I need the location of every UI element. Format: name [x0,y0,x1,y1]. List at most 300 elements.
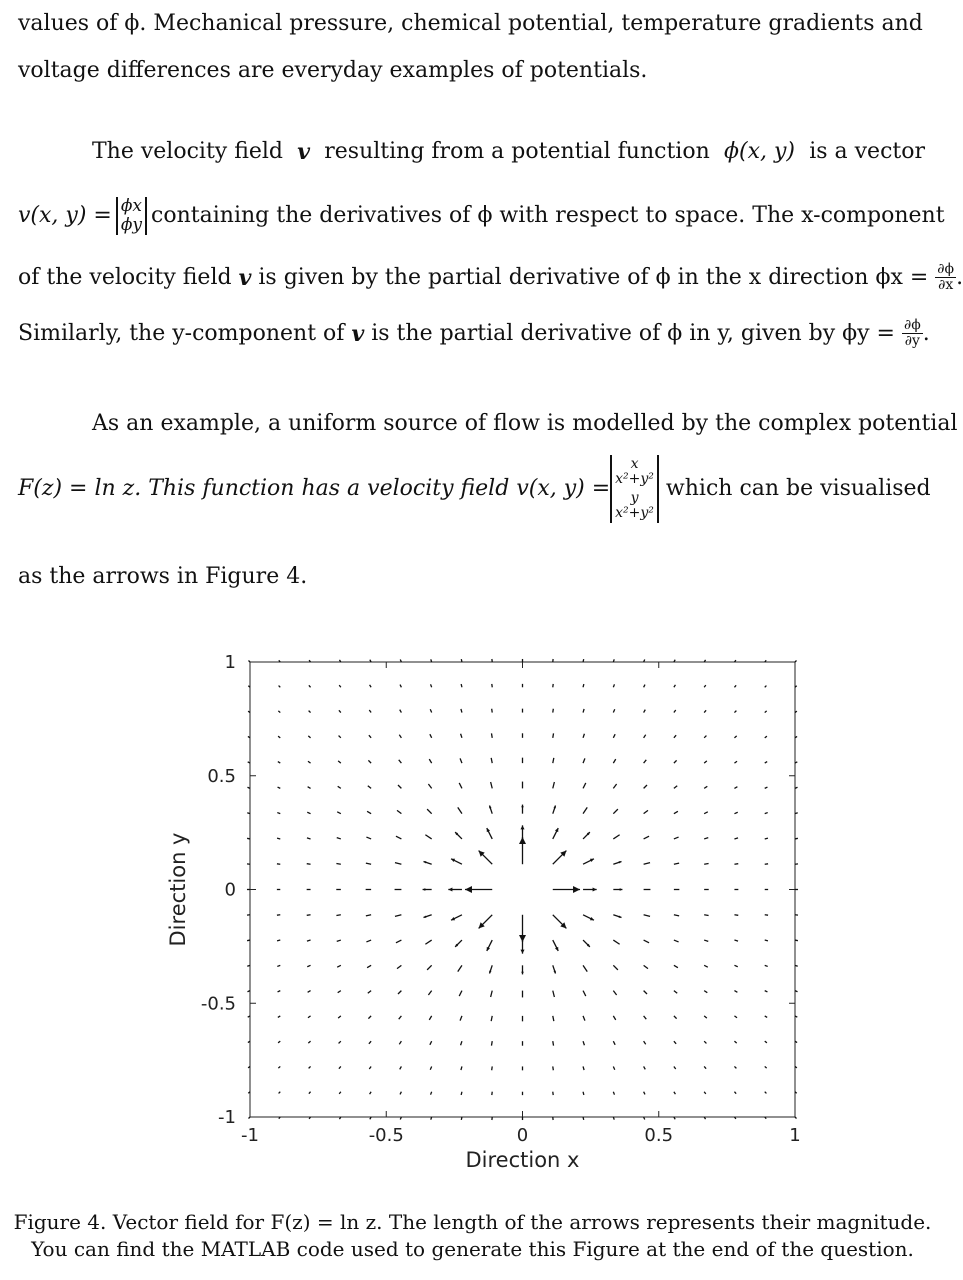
vector-arrow [491,991,493,997]
arrow-shaft [644,710,646,713]
arrow-shaft [674,811,678,813]
arrow-shaft [734,915,738,916]
arrow-shaft [765,787,768,788]
vector-arrow [399,1041,401,1044]
arrow-shaft [734,1016,737,1018]
vector-arrow [734,685,736,687]
arrow-shaft [734,1066,736,1068]
vector-arrow [553,782,555,788]
vector-arrow [366,940,371,942]
vector-arrow [430,1066,431,1069]
vector-arrow [704,761,707,763]
arrow-shaft [644,940,649,943]
vector-arrow [765,1092,767,1094]
arrow-shaft [765,1041,767,1043]
arrow-shaft [278,711,280,713]
vector-arrow [553,886,580,893]
vector-arrow [644,1092,645,1095]
vector-arrow [553,709,554,713]
arrow-shaft [583,1016,585,1021]
arrow-shaft [431,684,432,687]
vector-arrow [765,1041,767,1043]
arrow-shaft [734,812,737,813]
arrow-shaft [337,838,341,839]
para2-line3: of the velocity field v is given by the partial derivative of ϕ in the x direction ϕx = $\frac{\partial\phi}{\partial x}$ . [18,261,963,293]
arrow-head [521,805,524,808]
arrow-shaft [368,760,371,763]
vector-arrow [613,1041,615,1045]
vector-arrow [278,1066,280,1068]
text: of the velocity field [18,264,232,290]
vector-arrow [307,812,310,813]
arrow-shaft [613,835,619,839]
arrow-shaft [461,684,462,687]
arrow-shaft [307,915,311,916]
vector-arrow [487,828,492,839]
arrow-shaft [338,761,341,763]
vector-arrow [583,734,584,738]
para3-line2 [18,455,931,523]
arrow-shaft [278,1066,280,1068]
vector-arrow [583,807,587,813]
vector-arrow [674,1016,677,1019]
vector-arrow [613,1066,614,1069]
vector-arrow [704,838,708,839]
arrow-shaft [279,686,281,688]
arrow-shaft [583,1117,584,1120]
vector-arrow [613,965,618,970]
arrow-shaft [309,1092,311,1094]
arrow-shaft [765,940,768,941]
vector-arrow [583,709,584,713]
arrow-shaft [644,1066,646,1069]
vector-arrow [308,736,310,738]
vector-arrow [583,859,594,864]
arrow-shaft [461,1092,462,1095]
text: is the partial derivative of ϕ in y, given by ϕy = [371,320,895,346]
vector-arrow [613,915,621,918]
vector-arrow [674,940,679,942]
arrow-shaft [461,709,462,713]
vector-arrow [765,787,768,788]
vector-arrow [369,735,371,738]
vector-arrow [369,1041,371,1044]
arrow-shaft [795,940,798,941]
arrow-shaft [248,1117,250,1119]
arrow-shaft [674,837,679,839]
arrow-shaft [247,940,250,941]
partial-y-fraction [902,318,923,349]
arrow-shaft [337,940,341,941]
vector-arrow [674,710,676,713]
vector-arrow [277,965,280,966]
vector-arrow [704,1092,706,1094]
vector-arrow [461,1117,462,1120]
vector-arrow [613,991,616,995]
arrow-shaft [765,736,767,738]
vector-arrow [400,685,401,688]
arrow-head [573,886,580,893]
vector-arrow [765,736,767,738]
vector-arrow [765,686,767,688]
vector-arrow [396,940,401,943]
vector-arrow [429,759,431,763]
vector-arrow [583,991,586,996]
arrow-shaft [613,1066,614,1069]
para1-line2: voltage differences are everyday examples of potentials. [18,58,648,83]
vector-arrow [795,813,798,814]
arrow-shaft [644,965,648,968]
arrow-shaft [308,1041,310,1043]
arrow-shaft [336,863,340,864]
arrow-shaft [491,991,493,997]
arrow-shaft [307,864,311,865]
vector-arrow [455,832,462,839]
vector-arrow [339,710,341,712]
vector-arrow [338,991,341,993]
vector-arrow [734,940,738,941]
vector-arrow [553,1041,554,1045]
x-tick-label: -1 [241,1125,259,1146]
velocity-lhs: v(x, y) = [18,203,112,228]
vector-arrow [553,805,556,813]
vector-arrow [423,888,432,891]
vector-arrow [674,915,679,916]
arrow-shaft [339,710,341,712]
arrow-shaft [583,709,584,713]
vector-arrow [400,1092,401,1095]
vector-arrow [613,940,619,944]
vector-arrow [644,991,647,994]
vector-arrow [644,735,646,738]
vector-arrow [309,1066,311,1068]
x-tick-label: 0 [516,1125,529,1146]
arrow-shaft [277,838,280,839]
entry-den: x²+y² [615,505,654,521]
arrow-shaft [400,710,402,713]
arrow-shaft [765,813,768,814]
y-tick-label: 0 [224,879,236,901]
vector-arrow [428,991,431,995]
vector-arrow [583,887,597,891]
vector-arrow [583,915,594,920]
vector-arrow [399,1016,402,1019]
vector-arrow [395,863,401,865]
text: The velocity field [92,139,284,164]
vector-arrow [613,835,619,839]
arrow-shaft [644,810,648,813]
vector-arrow [489,805,492,813]
arrow-shaft [459,783,462,788]
vector-arrow [307,940,311,941]
vector-arrow [644,915,650,917]
vector-arrow [644,1016,647,1019]
vector-arrow [674,685,676,687]
arrow-shaft [277,813,280,814]
arrow-shaft [765,1066,767,1068]
vector-arrow [674,1041,676,1044]
arrow-shaft [704,736,706,738]
arrow-shaft [461,1066,462,1070]
vector-arrow [734,711,736,713]
vector-arrow [461,1041,462,1045]
vector-arrow [583,659,584,662]
vector-arrow [431,1117,432,1120]
vector-arrow [336,863,340,864]
x-tick-label: -0.5 [368,1125,404,1146]
vector-arrow [553,828,558,839]
y-tick-label: -0.5 [200,993,236,1015]
arrow-shaft [765,1092,767,1094]
vector-arrow [425,835,431,839]
arrow-shaft [458,965,462,971]
arrow-shaft [430,734,432,738]
vector-arrow [583,1066,584,1070]
vector-arrow [366,915,371,916]
arrow-shaft [461,659,462,662]
y-tick-label: -1 [218,1107,236,1128]
vector-arrow [765,940,768,941]
text: F(z) = ln z. This function has a velocity field [18,476,510,501]
gradient-matrix [116,197,147,235]
arrow-shaft [765,711,767,713]
vector-arrow [613,1092,614,1095]
vector-arrow [430,734,432,738]
vector-arrow [613,684,614,687]
vector-arrow [248,660,250,662]
vector-arrow [423,915,431,918]
arrow-shaft [395,863,401,865]
arrow-shaft [491,733,492,737]
arrow-shaft [396,836,401,839]
vector-arrow [458,965,462,971]
vector-arrow [337,940,341,941]
arrow-shaft [795,965,798,966]
arrow-shaft [491,782,493,788]
vector-arrow [339,1092,341,1094]
arrow-shaft [429,1016,431,1020]
arrow-shaft [613,809,618,814]
para3-line3: as the arrows in Figure 4. [18,564,308,589]
text: is given by the partial derivative of ϕ in the x direction ϕx = [258,264,929,290]
arrow-shaft [765,965,768,966]
arrow-shaft [734,940,738,941]
vector-arrow [553,965,556,973]
symbol-v: v [351,320,365,347]
vector-arrow [279,686,281,688]
vector-arrow [521,965,524,974]
vector-arrow [734,1066,736,1068]
arrow-shaft [734,838,738,839]
arrow-shaft [398,991,401,994]
vector-arrow [795,838,798,839]
arrow-shaft [398,785,401,788]
vector-arrow [338,1016,341,1018]
arrow-shaft [704,685,706,687]
para1-line1: values of ϕ. Mechanical pressure, chemical potential, temperature gradients and [18,11,923,36]
vector-arrow [704,965,708,967]
arrow-shaft [429,759,431,763]
arrow-shaft [308,787,311,789]
arrow-shaft [279,1092,281,1094]
arrow-shaft [458,807,462,813]
arrow-shaft [674,786,677,789]
vector-arrow [367,811,371,813]
arrow-shaft [338,1016,341,1018]
vector-arrow [430,1041,432,1045]
vector-arrow [674,837,679,839]
figure-caption-line1: Figure 4. Vector field for F(z) = ln z. The length of the arrows represents their magnitude. [13,1210,932,1234]
arrow-shaft [277,940,280,941]
arrow-shaft [765,991,768,992]
x-tick-label: 0.5 [644,1125,674,1146]
arrow-shaft [613,709,614,712]
matrix-top: ϕx [120,196,143,216]
vector-arrow [644,685,645,688]
arrow-shaft [734,761,737,763]
vector-arrow [734,915,738,916]
vector-arrow [553,1016,554,1021]
text: which can be visualised [665,476,931,501]
x-axis-label: Direction x [465,1148,580,1172]
vector-arrow [427,809,432,814]
arrow-shaft [461,1117,462,1120]
vector-arrow [765,991,768,992]
vector-arrow [425,940,431,944]
vector-arrow [583,1117,584,1120]
vector-arrow [397,810,401,813]
arrow-shaft [704,1092,706,1094]
arrow-head [465,886,472,893]
vector-arrow [613,734,615,738]
vector-arrow [765,813,768,814]
vector-arrow [308,761,311,763]
para2-line4: Similarly, the y-component of v is the partial derivative of ϕ in y, given by ϕy = $\frac{\partial\phi}{\partial y}$ . [18,317,930,349]
arrow-shaft [644,1041,646,1044]
vector-arrow [479,915,493,929]
arrow-shaft [309,1066,311,1068]
arrow-shaft [425,940,431,944]
matrix-entry-y [615,491,654,521]
vector-arrow [451,915,462,920]
vector-arrow [583,940,590,947]
arrow-shaft [553,709,554,713]
arrow-shaft [336,915,340,916]
vector-arrow [308,787,311,789]
vector-arrow [431,659,432,662]
vector-arrow [461,684,462,687]
vector-arrow [674,1066,676,1069]
vector-arrow [765,838,768,839]
arrow-shaft [339,1092,341,1094]
entry-num: x [630,456,639,472]
symbol-v: v [238,264,252,291]
partial-x-fraction [935,262,956,293]
vector-arrow [465,886,492,893]
arrow-shaft [431,1117,432,1120]
arrow-shaft [674,863,679,864]
vector-arrow [278,1041,280,1043]
vector-arrow [765,1016,767,1018]
vector-arrow [704,812,708,814]
arrow-shaft [308,1016,311,1018]
vector-arrow [795,660,797,662]
vector-arrow [337,838,341,839]
vector-arrow [734,864,738,865]
vector-arrow [520,825,524,839]
arrow-head [520,950,524,954]
vector-arrow [277,940,280,941]
vector-arrow [583,1041,584,1045]
vector-arrow [613,1016,615,1020]
arrow-shaft [674,965,678,967]
arrow-shaft [583,965,587,971]
arrow-shaft [583,659,584,662]
symbol-phi: ϕ(x, y) [723,139,795,164]
arrow-shaft [491,1041,492,1045]
vector-arrow [644,785,647,788]
arrow-shaft [460,1016,462,1021]
arrow-shaft [307,965,310,966]
vector-arrow [644,1066,646,1069]
vector-arrow [369,710,371,713]
arrow-shaft [278,736,280,738]
vector-arrow [704,863,708,864]
vector-arrow [674,863,679,864]
vector-arrow [734,838,738,839]
arrow-shaft [307,812,310,813]
vector-arrow [397,965,401,968]
vector-arrow [553,991,555,997]
vector-arrow [492,709,493,713]
x-tick-label: 1 [789,1125,801,1146]
text: resulting from a potential function [324,139,710,164]
vector-arrow [366,837,371,839]
vector-arrow [519,837,526,864]
arrow-shaft [339,736,341,738]
arrow-shaft [492,1066,493,1070]
arrow-shaft [553,758,554,763]
vector-arrow [455,940,462,947]
vector-arrow [765,1066,767,1068]
arrow-shaft [644,915,650,917]
text: Similarly, the y-component of [18,320,345,346]
arrow-shaft [337,812,341,814]
arrow-shaft [370,1092,372,1094]
vector-arrow [795,940,798,941]
arrow-shaft [674,1066,676,1069]
arrow-shaft [734,1041,736,1043]
arrow-shaft [583,1041,584,1045]
arrow-shaft [704,915,708,916]
arrow-shaft [583,1066,584,1070]
vector-arrow [337,812,341,814]
vector-arrow [613,759,615,763]
arrow-head [519,935,526,942]
arrow-shaft [553,1066,554,1070]
arrow-shaft [795,1117,797,1119]
vector-arrow [734,1016,737,1018]
arrow-shaft [400,1066,402,1069]
arrow-shaft [795,813,798,814]
arrow-shaft [338,786,341,788]
vector-arrow [451,859,462,864]
arrow-shaft [309,711,311,713]
arrow-shaft [247,838,250,839]
text: containing the derivatives of ϕ with respect to space. The x-component [151,203,945,228]
arrow-shaft [613,1117,614,1120]
vector-arrow [400,710,402,713]
